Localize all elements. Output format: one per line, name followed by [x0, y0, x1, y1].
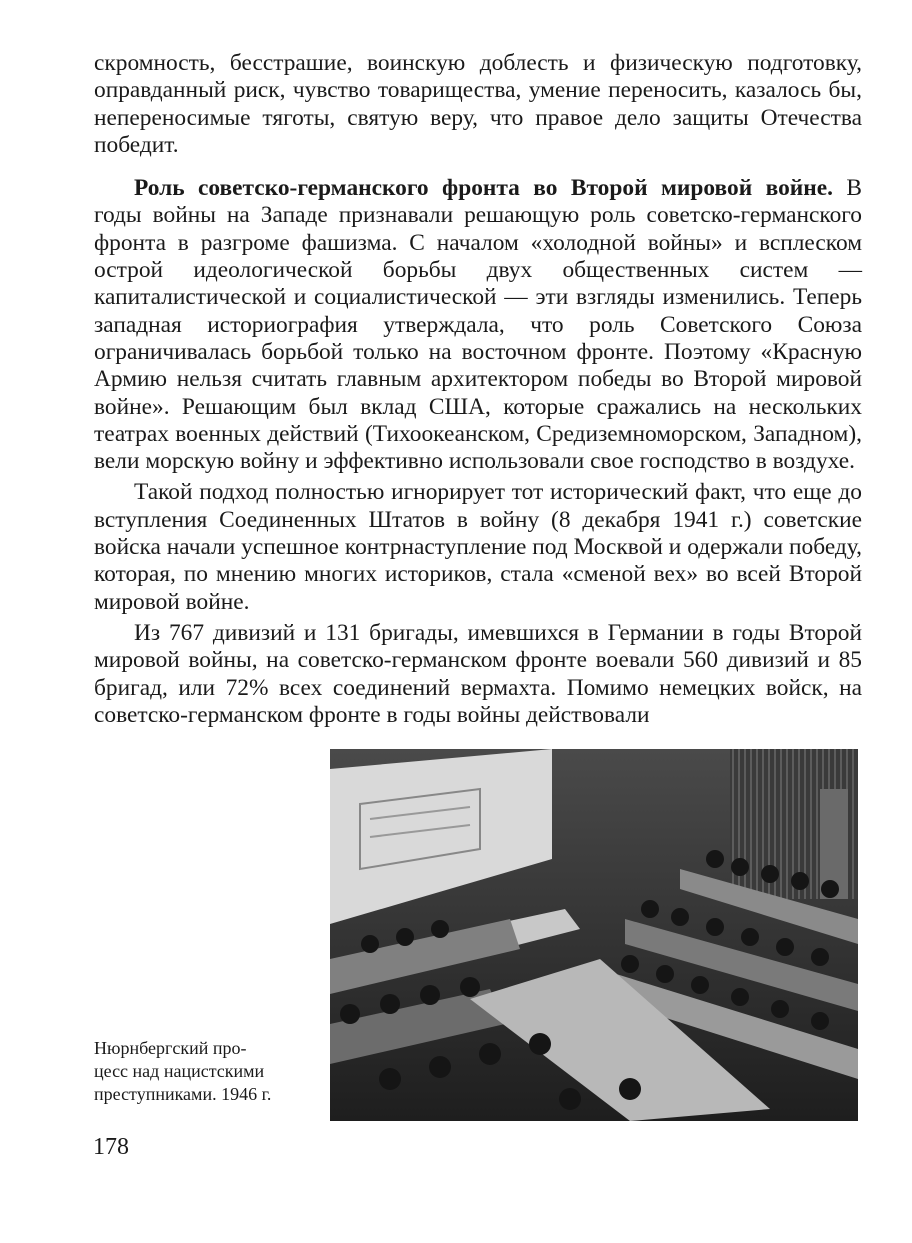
paragraph-body: В годы войны на Западе признавали решающую роль советско-германского фронта в разгроме фашизма. С началом «холодной войны» и всплеском острой идеологической борьбы двух общественных систем — капиталистической и социалистической — эти взгляды изменились. Теперь западная историография утверждала, что роль Советского Союза ограничивалась борьбой только на восточном фронте. Поэтому «Красную Армию нельзя считать главным архитектором победы во Второй мировой войне». Решающим был вклад США, которые сражались на нескольких театрах военных действий (Тихоокеанском, Средиземноморском, Западном), вели морскую войну и эффективно использовали свое господство в воздухе. — [94, 175, 862, 475]
photo-caption — [94, 1037, 319, 1106]
paragraph-continuation: скромность, бесстрашие, воинскую доблесть и физическую подготовку, оправданный риск, чувство товарищества, умение переносить, казалось бы, непереносимые тяготы, святую веру, что правое дело защиты Отечества победит. — [94, 50, 862, 158]
paragraph-approach: Такой подход полностью игнорирует тот исторический факт, что еще до вступления Соединенных Штатов в войну (8 декабря 1941 г.) советские войска начали успешное контрнаступление под Москвой и одержали победу, которая, по мнению многих историков, стала «сменой вех» во всей Второй мировой войне. — [94, 479, 862, 615]
nuremberg-trial-photo — [330, 749, 858, 1121]
main-text — [94, 50, 862, 729]
caption-line: цесс над нацистскими — [94, 1061, 265, 1081]
caption-line: преступниками. 1946 г. — [94, 1084, 272, 1104]
page-number: 178 — [93, 1134, 129, 1160]
photo-illustration — [330, 749, 858, 1121]
section-heading: Роль советско-германского фронта во Второй мировой войне. — [134, 175, 833, 202]
paragraph-soviet-german-front — [94, 175, 862, 475]
caption-line: Нюрнбергский про- — [94, 1038, 247, 1058]
paragraph-divisions: Из 767 дивизий и 131 бригады, имевшихся в Германии в годы Второй мировой войны, на советско-германском фронте воевали 560 дивизий и 85 бригад, или 72% всех соединений вермахта. Помимо немецких войск, на советско-германском фронте в годы войны действовали — [94, 619, 862, 728]
